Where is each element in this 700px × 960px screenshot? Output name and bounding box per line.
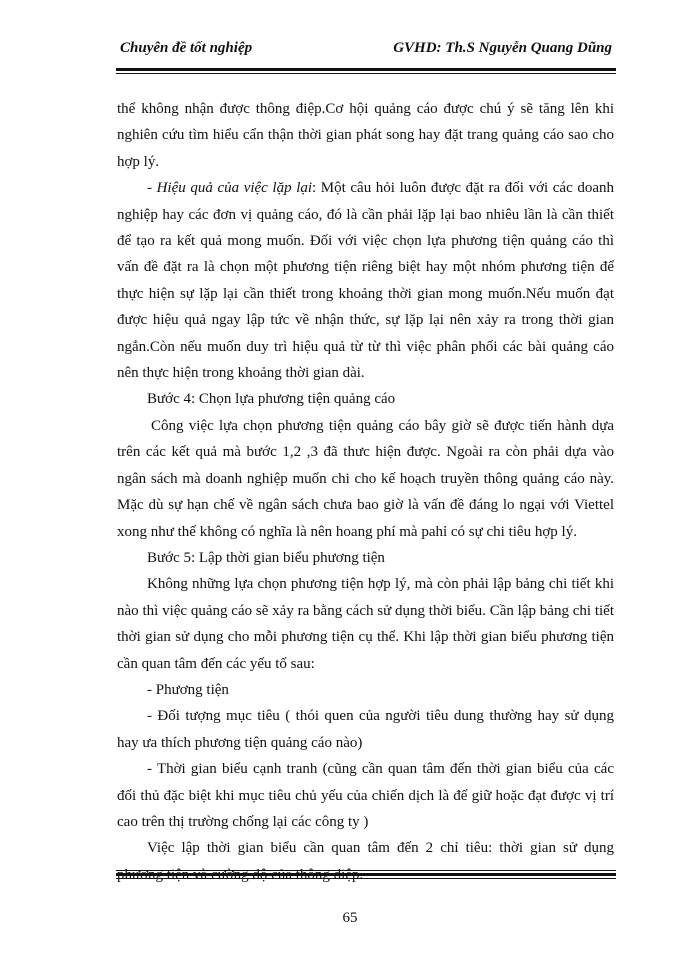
emphasis-term: Hiệu quả của việc lặp lại	[156, 180, 313, 197]
list-item-competitive-schedule: - Thời gian biểu cạnh tranh (cũng cần quan tâm đến thời gian biểu của các đối thủ đặc biệt khi mục tiêu chủ yếu của chiến dịch là để giữ hoặc đạt được vị trí cao trên thị trường chống lại các công ty )	[117, 761, 614, 830]
dash: -	[147, 180, 157, 197]
step-4-heading: Bước 4: Chọn lựa phương tiện quảng cáo	[147, 391, 396, 408]
page-header	[120, 36, 612, 64]
header-advisor: GVHD: Th.S Nguyễn Quang Dũng	[393, 40, 612, 56]
step-5-heading: Bước 5: Lập thời gian biểu phương tiện	[147, 549, 385, 566]
list-item-media: - Phương tiện	[147, 681, 229, 698]
paragraph-continuation: thể không nhận được thông điệp.Cơ hội quảng cáo được chú ý sẽ tăng lên khi nghiên cứu tìm hiểu cẩn thận thời gian phát song hay đặt trang quảng cáo sao cho hợp lý.	[117, 101, 614, 170]
paragraph-rest: : Một câu hỏi luôn được đặt ra đối với các doanh nghiệp hay các đơn vị quảng cáo, đó là cần phải lặp lại bao nhiêu lần là cần thiết để tạo ra kết quả mong muốn. Đối với việc chọn lựa phương tiện quảng cáo thì vấn đề đặt ra là chọn một phương tiện riêng biệt hay một nhóm phương tiện để thực hiện sự lặp lại cần thiết trong khoảng thời gian mong muốn.Nếu muốn đạt được hiệu quả ngay lập tức về nhận thức, sự lặp lại nên xảy ra trong thời gian ngắn.Còn nếu muốn duy trì hiệu quả từ từ thì việc phân phối các bài quảng cáo nên thực hiện trong khoảng thời gian dài.	[117, 180, 614, 382]
footer-rule-bottom	[116, 878, 616, 879]
paragraph-two-criteria: Việc lập thời gian biểu cần quan tâm đến 2 chỉ tiêu: thời gian sử dụng	[147, 840, 614, 857]
list-item-target-audience: - Đối tượng mục tiêu ( thói quen của người tiêu dung thường hay sử dụng hay ưa thích phương tiện quảng cáo nào)	[117, 708, 614, 751]
header-document-title: Chuyên đề tốt nghiệp	[120, 40, 253, 56]
paragraph-media-selection: Công việc lựa chọn phương tiện quảng cáo bây giờ sẽ được tiến hành dựa trên các kết quả mà bước 1,2 ,3 đã thưc hiện được. Ngoài ra còn phải dựa vào ngân sách mà doanh nghiệp muốn chi cho kế hoạch truyền thông quảng cáo này. Mặc dù sự hạn chế về ngân sách chưa bao giờ là vấn đề đáng lo ngại với Viettel xong như thế không có nghĩa là nên hoang phí mà pahỉ có sự chi tiêu hợp lý.	[117, 417, 614, 540]
paragraph-schedule: Không những lựa chọn phương tiện hợp lý, mà còn phải lập bảng chi tiết khi nào thì việc quảng cáo sẽ xảy ra bằng cách sử dụng thời biểu. Cần lập bảng chi tiết thời gian sử dụng cho mỗi phương tiện cụ thể. Khi lập thời gian biểu phương tiện cần quan tâm đến các yếu tố sau:	[117, 576, 614, 672]
body-text	[117, 96, 614, 888]
page-number: 65	[342, 910, 358, 926]
footer-rule-middle	[116, 873, 616, 876]
footer-rule-top	[116, 870, 616, 871]
paragraph-repetition-effect	[117, 175, 614, 386]
header-rule-thin	[116, 73, 616, 74]
header-rule-thick	[116, 68, 616, 71]
